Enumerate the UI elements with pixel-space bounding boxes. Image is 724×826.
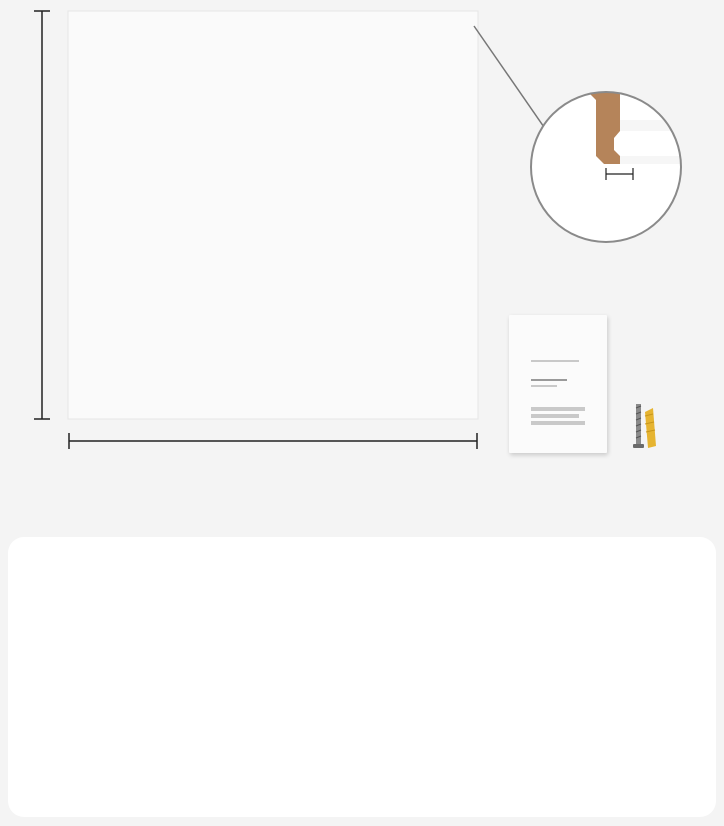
manual-text-line: [531, 385, 557, 387]
user-manual-image: [509, 315, 607, 453]
height-dimension-line: [34, 11, 50, 419]
groove-detail-zoom: [531, 90, 710, 242]
slatwall-panel: [68, 11, 478, 419]
manual-text-line: [531, 379, 567, 381]
manual-text-line: [531, 414, 579, 418]
width-dimension-line: [69, 433, 477, 449]
manual-text-line: [531, 421, 585, 425]
callout-leader-line: [474, 26, 546, 130]
screw-icon: [633, 404, 656, 448]
specs-card: [8, 537, 716, 817]
manual-text-line: [531, 407, 585, 411]
manual-text-line: [531, 360, 579, 362]
